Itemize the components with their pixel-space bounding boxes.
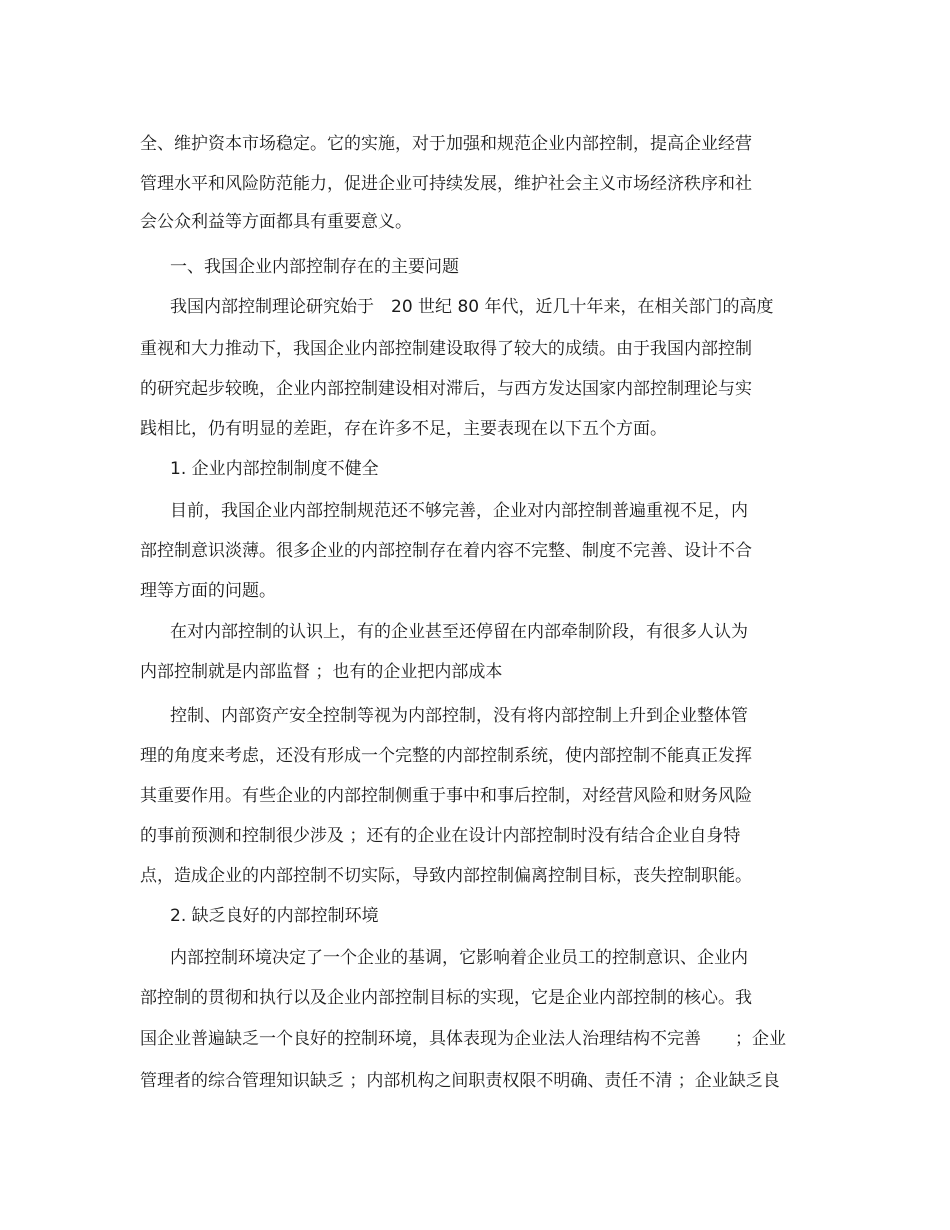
- text-line: 的事前预测和控制很少涉及 ；还有的企业在设计内部控制时没有结合企业自身特: [140, 826, 741, 846]
- text-line: 控制、内部资产安全控制等视为内部控制，没有将内部控制上升到企业整体管: [170, 706, 748, 726]
- section-heading: 一、我国企业内部控制存在的主要问题: [170, 257, 459, 277]
- text-line: 点，造成企业的内部控制不切实际，导致内部控制偏离控制目标，丧失控制职能。: [140, 866, 752, 886]
- text-line: 的研究起步较晚，企业内部控制建设相对滞后，与西方发达国家内部控制理论与实: [140, 379, 752, 399]
- text-line: 内部控制就是内部监督 ；也有的企业把内部成本: [140, 662, 503, 682]
- text-line: 理等方面的问题。: [140, 581, 276, 601]
- text-line: 我国内部控制理论研究始于 20 世纪 80 年代，近几十年来，在相关部门的高度: [170, 297, 774, 317]
- text-line: 国企业普遍缺乏一个良好的控制环境，具体表现为企业法人治理结构不完善 ；企业: [140, 1029, 786, 1049]
- subsection-heading: 2. 缺乏良好的内部控制环境: [170, 906, 379, 926]
- text-line: 管理水平和风险防范能力，促进企业可持续发展，维护社会主义市场经济秩序和社: [140, 174, 752, 194]
- text-line: 部控制的贯彻和执行以及企业内部控制目标的实现，它是企业内部控制的核心。我: [140, 988, 752, 1008]
- text-line: 其重要作用。有些企业的内部控制侧重于事中和事后控制，对经营风险和财务风险: [140, 786, 752, 806]
- text-line: 理的角度来考虑，还没有形成一个完整的内部控制系统，使内部控制不能真正发挥: [140, 746, 752, 766]
- text-line: 管理者的综合管理知识缺乏 ；内部机构之间职责权限不明确、责任不清 ；企业缺乏良: [140, 1071, 780, 1091]
- text-line: 部控制意识淡薄。很多企业的内部控制存在着内容不完整、制度不完善、设计不合: [140, 541, 752, 561]
- text-line: 目前，我国企业内部控制规范还不够完善，企业对内部控制普遍重视不足，内: [170, 501, 748, 521]
- text-line: 全、维护资本市场稳定。它的实施，对于加强和规范企业内部控制，提高企业经营: [140, 134, 752, 154]
- text-line: 会公众利益等方面都具有重要意义。: [140, 212, 412, 232]
- text-line: 内部控制环境决定了一个企业的基调，它影响着企业员工的控制意识、企业内: [170, 948, 748, 968]
- text-line: 在对内部控制的认识上，有的企业甚至还停留在内部牵制阶段，有很多人认为: [170, 622, 748, 642]
- text-line: 践相比，仍有明显的差距，存在许多不足，主要表现在以下五个方面。: [140, 419, 667, 439]
- subsection-heading: 1. 企业内部控制制度不健全: [170, 459, 379, 479]
- text-line: 重视和大力推动下，我国企业内部控制建设取得了较大的成绩。由于我国内部控制: [140, 339, 752, 359]
